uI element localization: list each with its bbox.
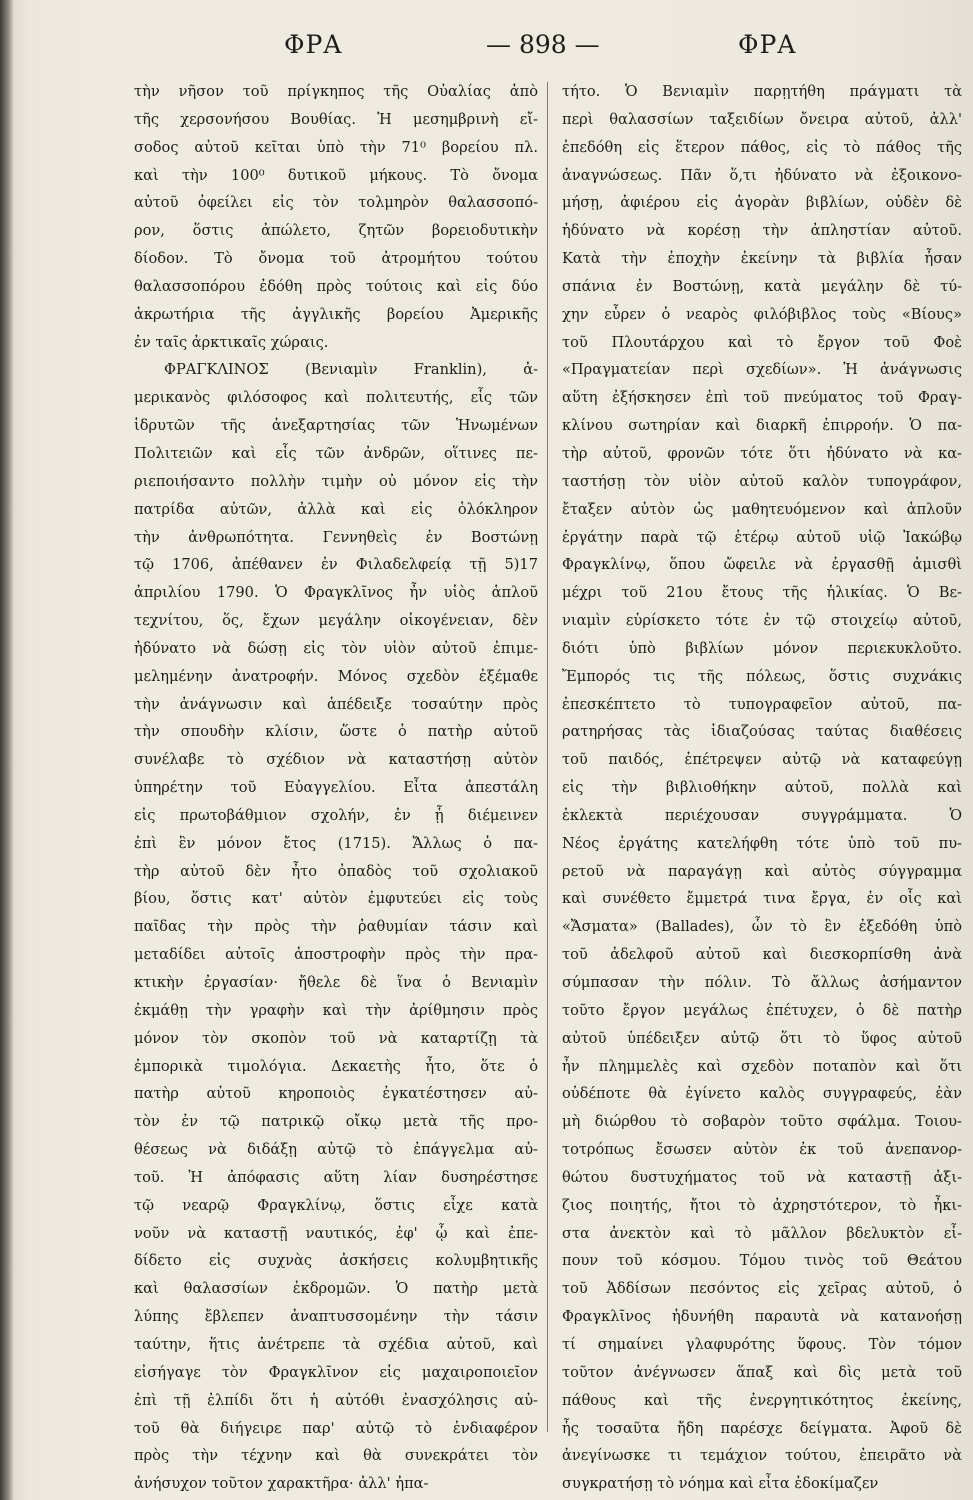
- text-line: ὑπηρέτην τοῦ Εὐαγγελίου. Εἶτα ἀπεστάλη: [134, 779, 538, 797]
- text-line: ἔταξεν αὐτὸν ὡς μαθητευόμενον καὶ ἁπλοῦν: [562, 500, 962, 518]
- text-line: τὴν ἀνθρωπότητα. Γεννηθεὶς ἐν Βοστώνῃ: [134, 528, 538, 546]
- text-line: «Ἄσματα» (Ballades), ὧν τὸ ἓν ἐξεδόθη ὑπὸ: [562, 918, 962, 936]
- text-line: τοῦτο ἔργον μεγάλως ἐπέτυχεν, ὁ δὲ πατὴρ: [562, 1001, 962, 1019]
- text-line: περὶ θαλασσίων ταξειδίων ὄνειρα αὐτοῦ, ἀλλ': [562, 110, 962, 128]
- text-line: μόνον τὸν σκοπὸν τοῦ νὰ καταρτίζῃ τὰ: [134, 1029, 538, 1047]
- text-line: ἀκρωτήρια τῆς ἀγγλικῆς βορείου Ἀμερικῆς: [134, 305, 538, 323]
- text-line: Ἔμπορός τις τῆς πόλεως, ὅστις συχνάκις: [562, 667, 962, 685]
- text-line: τί σημαίνει γλαφυρότης ὕφους. Τὸν τόμον: [562, 1335, 962, 1353]
- text-line: τοῦ Πλουτάρχου καὶ τὸ ἔργον τοῦ Φοὲ: [562, 333, 962, 351]
- text-line: ἐκλεκτὰ περιέχουσαν συγγράμματα. Ὁ: [562, 806, 962, 824]
- text-line: χην εὗρεν ὁ νεαρὸς φιλόβιβλος τοὺς «Βίους»: [562, 305, 962, 323]
- running-header: [0, 30, 973, 70]
- text-line: μὴ διώρθου τὸ σοβαρὸν τοῦτο σφάλμα. Τοιου-: [562, 1113, 962, 1131]
- text-line: ἐν ταῖς ἀρκτικαῖς χώραις.: [134, 333, 329, 351]
- text-line: ρατηρήσας τὰς ἰδιαζούσας ταύτας διαθέσεις: [562, 723, 962, 741]
- text-line: ἦν πλημμελὲς καὶ σχεδὸν ποταπὸν καὶ ὅτι: [562, 1057, 962, 1075]
- text-line: ΦΡΑΓΚΛΙΝΟΣ (Βενιαμὶν Franklin), ἀ-: [164, 361, 538, 379]
- right-text-column: [562, 78, 962, 1498]
- text-line: θαλασσοπόρου ἐδόθη πρὸς τούτοις καὶ εἰς δύο: [134, 277, 538, 295]
- text-line: ἐμπορικὰ τιμολόγια. Δεκαετὴς ἦτο, ὅτε ὁ: [134, 1057, 538, 1075]
- column-divider: [547, 82, 548, 1432]
- text-line: στα ἀνεκτὸν καὶ τὸ μᾶλλον βδελυκτὸν εἶ-: [562, 1224, 962, 1242]
- text-line: τοῦ παιδός, ἐπέτρεψεν αὐτῷ νὰ καταφεύγῃ: [562, 751, 962, 769]
- text-line: ἀνεγίνωσκε τι τεμάχιον τούτου, ἐπειρᾶτο νὰ: [562, 1447, 962, 1465]
- text-line: «Πραγματείαν περὶ σχεδίων». Ἡ ἀνάγνωσις: [562, 361, 962, 379]
- text-line: πρὸς τὴν τέχνην καὶ θὰ συνεκράτει τὸν: [134, 1447, 538, 1465]
- text-line: τοῦ. Ἡ ἀπόφασις αὕτη λίαν δυσηρέστησε: [134, 1168, 538, 1186]
- text-line: Πολιτειῶν καὶ εἷς τῶν ἀνδρῶν, οἵτινες πε-: [134, 444, 538, 462]
- header-right-guide-word: ΦΡΑ: [738, 30, 797, 59]
- text-line: καὶ θαλασσίων ἐκδρομῶν. Ὁ πατὴρ μετὰ: [134, 1280, 538, 1298]
- text-line: ἐπεδόθη εἰς ἕτερον πάθος, εἰς τὸ πάθος τῆς: [562, 138, 962, 156]
- text-line: ταύτην, ἥτις ἀνέτρεπε τὰ σχέδια αὐτοῦ, καὶ: [134, 1335, 538, 1353]
- text-line: μήσῃ, ἀφιέρου εἰς ἀγορὰν βιβλίων, οὐδὲν δὲ: [562, 194, 962, 212]
- text-line: τοτρόπως ἔσωσεν αὐτὸν ἐκ τοῦ ἀνεπανορ-: [562, 1141, 962, 1159]
- text-line: εἰς πρωτοβάθμιον σχολήν, ἐν ᾗ διέμεινεν: [134, 806, 538, 824]
- text-line: λύπης ἔβλεπεν ἀναπτυσσομένην τὴν τάσιν: [134, 1308, 538, 1326]
- book-gutter-shadow: [0, 0, 14, 1500]
- text-line: ἠδύνατο νὰ δώσῃ εἰς τὸν υἱὸν αὐτοῦ ἐπιμε-: [134, 639, 538, 657]
- text-line: Φραγκλῖνος ἠδυνήθη παραυτὰ νὰ κατανοήσῃ: [562, 1308, 962, 1326]
- left-text-column: [134, 78, 538, 1498]
- text-line: ἀναγνώσεως. Πᾶν ὅ,τι ἠδύνατο νὰ ἐξοικονο-: [562, 166, 962, 184]
- text-line: ἀνήσυχον τοῦτον χαρακτῆρα· ἀλλ' ἠπα-: [134, 1475, 429, 1493]
- text-line: ἐπεσκέπτετο τὸ τυπογραφεῖον αὐτοῦ, πα-: [562, 695, 962, 713]
- text-line: Φραγκλίνῳ, ὅπου ὤφειλε νὰ ἐργασθῇ ἀμισθὶ: [562, 556, 962, 574]
- text-line: τῷ 1706, ἀπέθανεν ἐν Φιλαδελφείᾳ τῇ 5)17: [134, 556, 538, 574]
- text-line: ἀπριλίου 1790. Ὁ Φραγκλῖνος ἦν υἱὸς ἁπλοῦ: [134, 584, 538, 602]
- text-line: ριεποιήσαντο πολλὴν τιμὴν οὐ μόνον εἰς τὴν: [134, 472, 538, 490]
- text-line: δίδετο εἰς συχνὰς ἀσκήσεις κολυμβητικῆς: [134, 1252, 538, 1270]
- text-line: τοῦ Ἀδδίσων πεσόντος εἰς χεῖρας αὐτοῦ, ὁ: [562, 1280, 962, 1298]
- text-line: αὐτοῦ ὑπέδειξεν αὐτῷ ὅτι τὸ ὕφος αὐτοῦ: [562, 1029, 962, 1047]
- text-line: καὶ συνέθετο ἔμμετρά τινα ἔργα, ἐν οἷς καὶ: [562, 890, 962, 908]
- text-line: ἧς τοσαῦτα ἤδη παρέσχε δείγματα. Ἀφοῦ δὲ: [562, 1419, 962, 1437]
- text-line: ρετοῦ νὰ παραγάγῃ καὶ αὐτὸς σύγγραμμα: [562, 862, 962, 880]
- text-line: ἐργάτην παρὰ τῷ ἑτέρῳ αὐτοῦ υἱῷ Ἰακώβῳ: [562, 528, 962, 546]
- text-line: σοδος αὐτοῦ κεῖται ὑπὸ τὴν 71⁰ βορείου πλ.: [134, 138, 538, 156]
- text-line: τοῦ ἀδελφοῦ αὐτοῦ καὶ διεσκορπίσθη ἀνὰ: [562, 946, 962, 964]
- text-line: τὴν ἀνάγνωσιν καὶ ἀπέδειξε τοσαύτην πρὸς: [134, 695, 538, 713]
- text-line: τὴν νῆσον τοῦ πρίγκηπος τῆς Οὐαλίας ἀπὸ: [134, 83, 538, 100]
- text-line: αὕτη ἐξήσκησεν ἐπὶ τοῦ πνεύματος τοῦ Φραγ-: [562, 389, 962, 407]
- page-number: — 898 —: [486, 30, 600, 59]
- text-line: ἐπὶ ἓν μόνον ἔτος (1715). Ἄλλως ὁ πα-: [134, 834, 538, 852]
- text-line: διότι ὑπὸ βιβλίων μόνον περιεκυκλοῦτο.: [562, 639, 962, 657]
- text-line: θέσεως νὰ διδάξῃ αὐτῷ τὸ ἐπάγγελμα αὐ-: [134, 1141, 538, 1159]
- text-line: τὸν ἐν τῷ πατρικῷ οἴκῳ μετὰ τῆς προ-: [134, 1113, 538, 1131]
- text-line: τήτο. Ὁ Βενιαμὶν παρῃτήθη πράγματι τὰ: [562, 83, 962, 100]
- text-line: δίοδον. Τὸ ὄνομα τοῦ ἀτρομήτου τούτου: [134, 250, 538, 268]
- text-line: βίου, ὅστις κατ' αὐτὸν ἐμφυτεύει εἰς τοὺς: [134, 890, 538, 908]
- text-line: Κατὰ τὴν ἐποχὴν ἐκείνην τὰ βιβλία ἦσαν: [562, 250, 962, 268]
- text-line: Νέος ἐργάτης κατελήφθη τότε ὑπὸ τοῦ πυ-: [562, 834, 962, 852]
- text-line: τεχνίτου, ὅς, ἔχων μεγάλην οἰκογένειαν, δὲν: [134, 612, 538, 630]
- text-line: μέχρι τοῦ 21ου ἔτους τῆς ἡλικίας. Ὁ Βε-: [562, 584, 962, 602]
- text-line: κτικὴν ἐργασίαν· ἤθελε δὲ ἵνα ὁ Βενιαμὶν: [134, 974, 538, 991]
- text-line: μερικανὸς φιλόσοφος καὶ πολιτευτής, εἷς τῶν: [134, 389, 538, 407]
- text-line: μεταδίδει αὐτοῖς ἀποστροφὴν πρὸς τὴν πρα-: [134, 946, 538, 964]
- text-line: παῖδας τὴν πρὸς τὴν ῥαθυμίαν τάσιν καὶ: [134, 918, 538, 936]
- text-line: εἰσήγαγε τὸν Φραγκλῖνον εἰς μαχαιροποιεῖον: [134, 1363, 538, 1381]
- text-line: πουν τοῦ κόσμου. Τόμου τινὸς τοῦ Θεάτου: [562, 1252, 962, 1270]
- text-line: πατὴρ αὐτοῦ κηροποιὸς ἐγκατέστησεν αὐ-: [134, 1085, 538, 1103]
- text-line: εἰς τὴν βιβλιοθήκην αὐτοῦ, πολλὰ καὶ: [562, 779, 962, 797]
- text-line: ταστήσῃ τὸν υἱὸν αὐτοῦ καλὸν τυπογράφον,: [562, 472, 962, 490]
- text-line: οὐδέποτε θὰ ἐγίνετο καλὸς συγγραφεύς, ἐὰν: [562, 1085, 962, 1103]
- text-line: κλίνου σωτηρίαν καὶ διαρκῆ ἐπιρροήν. Ὁ πα-: [562, 417, 962, 435]
- text-line: αὐτοῦ ὀφείλει εἰς τὸν τολμηρὸν θαλασσοπό-: [134, 194, 538, 212]
- text-line: ἐκμάθῃ τὴν γραφὴν καὶ τὴν ἀρίθμησιν πρὸς: [134, 1001, 538, 1019]
- text-line: ἠδύνατο νὰ κορέσῃ τὴν ἀπληστίαν αὐτοῦ.: [562, 222, 962, 240]
- header-left-guide-word: ΦΡΑ: [284, 30, 343, 59]
- text-line: νοῦν νὰ καταστῇ ναυτικός, ἐφ' ᾧ καὶ ἐπε-: [134, 1224, 538, 1242]
- text-line: τοῦτον ἀνέγνωσεν ἅπαξ καὶ δὶς μετὰ τοῦ: [562, 1363, 962, 1381]
- text-line: τῷ νεαρῷ Φραγκλίνῳ, ὅστις εἶχε κατὰ: [134, 1196, 538, 1214]
- text-line: μελημένην ἀνατροφήν. Μόνος σχεδὸν ἐξέμαθε: [134, 667, 538, 685]
- text-line: σπάνια ἐν Βοστώνῃ, κατὰ μεγάλην δὲ τύ-: [562, 277, 962, 295]
- text-line: τὴν σπουδὴν κλίσιν, ὥστε ὁ πατὴρ αὐτοῦ: [134, 723, 538, 741]
- text-line: συγκρατήσῃ τὸ νόημα καὶ εἶτα ἐδοκίμαζεν: [562, 1475, 879, 1493]
- text-line: νιαμὶν εὑρίσκετο τότε ἐν τῷ στοιχείῳ αὐτοῦ,: [562, 612, 962, 630]
- text-line: τὴρ αὐτοῦ, φρονῶν τότε ὅτι ἠδύνατο νὰ κα-: [562, 444, 962, 462]
- text-line: τῆς χερσονήσου Βουθίας. Ἡ μεσημβρινὴ εἴ-: [134, 110, 538, 128]
- text-line: θώτου δυστυχήματος τοῦ νὰ καταστῇ ἀξι-: [562, 1168, 962, 1186]
- text-line: ἱδρυτῶν τῆς ἀνεξαρτησίας τῶν Ἡνωμένων: [134, 417, 538, 435]
- text-line: πατρίδα αὐτῶν, ἀλλὰ καὶ εἰς ὁλόκληρον: [134, 500, 538, 518]
- text-line: ζιος ποιητής, ἤτοι τὸ ἀχρηστότερον, τὸ ἦκι-: [562, 1196, 962, 1214]
- text-line: πάθους καὶ τῆς ἐνεργητικότητος ἐκείνης,: [562, 1391, 962, 1409]
- text-line: συνέλαβε τὸ σχέδιον νὰ καταστήσῃ αὐτὸν: [134, 751, 538, 769]
- text-line: τὴρ αὐτοῦ δὲν ἦτο ὀπαδὸς τοῦ σχολιακοῦ: [134, 862, 538, 880]
- text-line: ἐπὶ τῇ ἐλπίδι ὅτι ἡ αὐτόθι ἐνασχόλησις αὐ-: [134, 1391, 538, 1409]
- text-line: σύμπασαν τὴν πόλιν. Τὸ ἄλλως ἀσήμαντον: [562, 974, 962, 991]
- text-line: ρον, ὅστις ἀπώλετο, ζητῶν βορειοδυτικὴν: [134, 222, 538, 240]
- text-line: καὶ τὴν 100⁰ δυτικοῦ μήκους. Τὸ ὄνομα: [134, 166, 538, 184]
- text-line: τοῦ θὰ διήγειρε παρ' αὐτῷ τὸ ἐνδιαφέρον: [134, 1419, 538, 1437]
